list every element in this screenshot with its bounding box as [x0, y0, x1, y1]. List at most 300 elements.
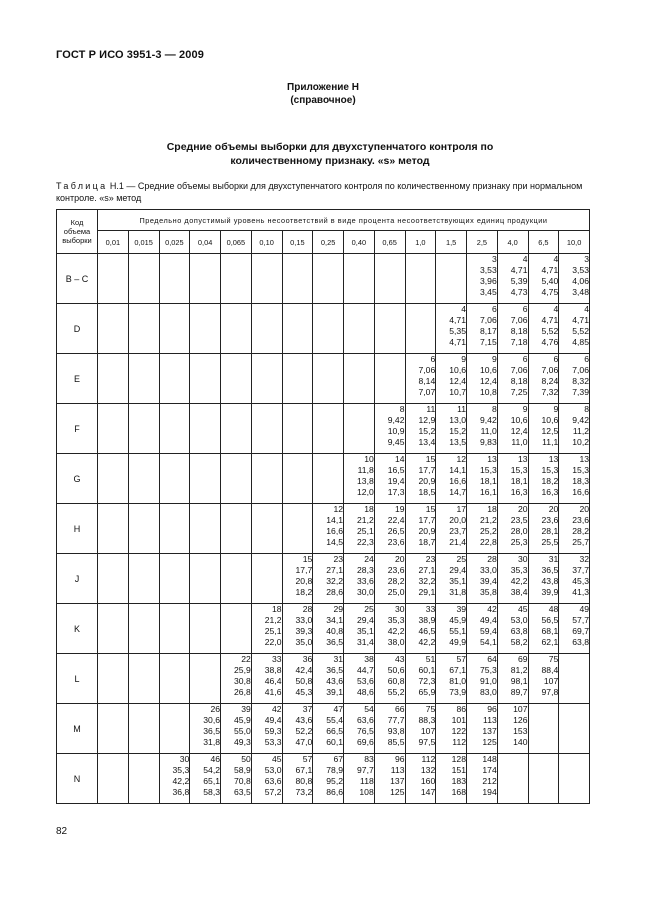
cell-value: 36: [302, 654, 313, 664]
table-cell: [497, 654, 528, 704]
cell-value: 43,8: [541, 576, 559, 586]
table-cell: [313, 254, 344, 304]
cell-value: 30,8: [234, 676, 251, 686]
cell-value: 12,4: [510, 426, 528, 436]
cell-value: 183: [451, 776, 466, 786]
table-row: [57, 554, 590, 604]
cell-value: 8: [491, 404, 497, 414]
cell-value: 212: [482, 776, 497, 786]
cell-value: 35,1: [357, 626, 374, 636]
table-cell: [436, 504, 467, 554]
cell-value: 38,9: [418, 615, 436, 625]
cell-value: 68,1: [541, 626, 559, 636]
cell-value: 4,73: [510, 287, 528, 297]
cell-value: 65,9: [418, 687, 436, 697]
cell-value: 25,9: [234, 665, 251, 675]
cell-value: 23,6: [541, 515, 559, 525]
table-cell: [98, 454, 129, 504]
table-cell: [221, 604, 252, 654]
table-cell: [128, 354, 159, 404]
cell-value: 20: [548, 504, 559, 514]
table-cell: [436, 404, 467, 454]
cell-value: 147: [420, 787, 436, 797]
cell-value: 3: [491, 254, 497, 264]
cell-value: 9,42: [480, 415, 497, 425]
table-row: [57, 654, 590, 704]
section-title-line-2: количественному признаку. «s» метод: [230, 155, 430, 167]
cell-value: 4,71: [449, 315, 466, 325]
table-cell: [128, 504, 159, 554]
cell-value: 32,2: [326, 576, 343, 586]
table-cell: [405, 254, 436, 304]
cell-value: 4: [522, 254, 528, 264]
cell-value: 8,18: [510, 326, 528, 336]
cell-value: 83,0: [480, 687, 497, 697]
cell-value: 46,5: [418, 626, 436, 636]
cell-value: 7,06: [572, 365, 589, 375]
table-cell: [436, 554, 467, 604]
cell-value: 46: [210, 754, 220, 764]
cell-value: 20,0: [449, 515, 466, 525]
appendix-title: Приложение Н: [287, 82, 359, 93]
cell-value: 28: [487, 554, 497, 564]
cell-value: 14: [394, 454, 405, 464]
cell-value: 69,7: [572, 626, 589, 636]
cell-value: 7,32: [541, 387, 559, 397]
table-cell: [159, 404, 190, 454]
cell-value: 35,3: [510, 565, 528, 575]
cell-value: 25,7: [572, 537, 589, 547]
cell-value: 86: [456, 704, 466, 714]
cell-value: 27,1: [418, 565, 436, 575]
table-cell: [313, 754, 344, 804]
cell-value: 40,8: [326, 626, 343, 636]
cell-value: 113: [390, 765, 405, 775]
cell-value: 12,4: [480, 376, 497, 386]
cell-value: 39: [241, 704, 251, 714]
table-cell: [467, 304, 498, 354]
cell-value: 59,4: [480, 626, 497, 636]
cell-value: 9,45: [387, 437, 405, 447]
cell-value: 53,0: [264, 765, 282, 775]
cell-value: 3,48: [572, 287, 589, 297]
cell-value: 11,2: [572, 426, 589, 436]
cell-value: 35,1: [449, 576, 466, 586]
table-cell: [497, 404, 528, 454]
cell-value: 20,8: [295, 576, 313, 586]
cell-value: 9: [491, 354, 497, 364]
table-cell: [374, 454, 405, 504]
cell-value: 14,1: [326, 515, 343, 525]
cell-value: 18,1: [510, 476, 528, 486]
table-cell: [282, 304, 313, 354]
table-cell: [467, 504, 498, 554]
table-cell: [344, 354, 375, 404]
cell-value: 18,3: [572, 476, 589, 486]
cell-value: 20: [579, 504, 589, 514]
cell-value: 36,5: [203, 726, 220, 736]
table-cell: [405, 404, 436, 454]
table-cell: [159, 504, 190, 554]
cell-value: 10,6: [480, 365, 497, 375]
cell-value: 4: [461, 304, 466, 314]
cell-value: 33,0: [480, 565, 497, 575]
aql-header-cell: 4,0: [497, 231, 528, 254]
table-cell: [221, 254, 252, 304]
table-cell: [405, 704, 436, 754]
cell-value: 63,6: [264, 776, 282, 786]
cell-value: 66,5: [326, 726, 343, 736]
table-cell: [405, 354, 436, 404]
cell-value: 77,7: [387, 715, 405, 725]
cell-value: 54,1: [480, 637, 497, 647]
cell-value: 60,1: [326, 737, 343, 747]
cell-value: 7,06: [480, 315, 497, 325]
table-cell: [221, 704, 252, 754]
cell-value: 33: [271, 654, 282, 664]
cell-value: 98,1: [510, 676, 528, 686]
table-cell: [159, 754, 190, 804]
cell-value: 10,6: [510, 415, 528, 425]
cell-value: 31: [548, 554, 559, 564]
cell-value: 7,15: [480, 337, 497, 347]
cell-value: 96: [394, 754, 405, 764]
table-cell: [313, 604, 344, 654]
cell-value: 107: [513, 704, 528, 714]
cell-value: 9,42: [387, 415, 405, 425]
cell-value: 23,7: [449, 526, 466, 536]
table-cell: [251, 554, 282, 604]
cell-value: 46,4: [264, 676, 282, 686]
cell-value: 48: [548, 604, 559, 614]
table-cell: [467, 354, 498, 404]
cell-value: 17,3: [387, 487, 405, 497]
cell-value: 23: [425, 554, 436, 564]
cell-value: 28,1: [541, 526, 559, 536]
cell-value: 57,7: [572, 615, 589, 625]
cell-value: 16,6: [326, 526, 343, 536]
cell-value: 113: [483, 715, 497, 725]
cell-value: 53,6: [357, 676, 374, 686]
aql-header-cell: 0,10: [251, 231, 282, 254]
cell-value: 10,8: [480, 387, 497, 397]
cell-value: 41,6: [264, 687, 282, 697]
cell-value: 30: [179, 754, 190, 764]
document-header: ГОСТ Р ИСО 3951-3 — 2009: [56, 49, 204, 61]
cell-value: 42,2: [387, 626, 405, 636]
table-cell: [282, 654, 313, 704]
cell-value: 160: [420, 776, 436, 786]
table-cell: [251, 704, 282, 754]
table-cell: [528, 554, 559, 604]
cell-value: 18: [271, 604, 282, 614]
table-cell: [159, 354, 190, 404]
table-cell: [497, 354, 528, 404]
cell-value: 58,9: [234, 765, 251, 775]
cell-value: 16,1: [480, 487, 497, 497]
cell-value: 7,07: [418, 387, 436, 397]
table-cell: [159, 554, 190, 604]
table-cell: [467, 754, 498, 804]
cell-value: 63,5: [234, 787, 251, 797]
cell-value: 29: [333, 604, 343, 614]
cell-value: 49,4: [264, 715, 282, 725]
aql-header-cell: 0,04: [190, 231, 221, 254]
table-cell: [344, 454, 375, 504]
table-cell: [221, 504, 252, 554]
table-cell: [190, 404, 221, 454]
cell-value: 4: [553, 254, 559, 264]
cell-value: 55,1: [449, 626, 466, 636]
cell-value: 35,0: [295, 637, 313, 647]
cell-value: 7,06: [418, 365, 436, 375]
cell-value: 75: [548, 654, 559, 664]
table-row: [57, 504, 590, 554]
cell-value: 43: [394, 654, 405, 664]
table-cell: [528, 654, 559, 704]
table-cell: [313, 554, 344, 604]
sample-size-table: [56, 209, 590, 804]
cell-value: 38: [364, 654, 374, 664]
cell-value: 137: [390, 776, 405, 786]
cell-value: 4,71: [541, 315, 559, 325]
appendix-subtitle: (справочное): [290, 95, 356, 106]
cell-value: 12: [333, 504, 343, 514]
cell-value: 3,45: [480, 287, 497, 297]
cell-value: 9: [522, 404, 528, 414]
cell-value: 39,9: [541, 587, 559, 597]
cell-value: 58,3: [203, 787, 220, 797]
table-cell: [344, 554, 375, 604]
cell-value: 51: [425, 654, 436, 664]
cell-value: 29,1: [418, 587, 436, 597]
table-cell: [251, 404, 282, 454]
cell-value: 5,52: [572, 326, 589, 336]
cell-value: 9,83: [480, 437, 497, 447]
cell-value: 45,3: [572, 576, 589, 586]
cell-value: 35,8: [480, 587, 497, 597]
table-cell: [251, 354, 282, 404]
cell-value: 7,06: [510, 365, 528, 375]
table-cell: [405, 654, 436, 704]
aql-header-cell: 0,15: [282, 231, 313, 254]
cell-value: 96: [487, 704, 497, 714]
cell-value: 125: [390, 787, 405, 797]
cell-value: 73,9: [449, 687, 466, 697]
cell-value: 26,5: [387, 526, 405, 536]
table-cell: [159, 704, 190, 754]
cell-value: 30: [517, 554, 528, 564]
table-cell: [190, 354, 221, 404]
cell-value: 22,0: [264, 637, 282, 647]
cell-value: 20: [517, 504, 528, 514]
cell-value: 78,9: [326, 765, 343, 775]
cell-value: 12,0: [357, 487, 374, 497]
table-cell: [405, 454, 436, 504]
cell-value: 4: [584, 304, 589, 314]
cell-value: 22,8: [480, 537, 497, 547]
table-cell: [282, 454, 313, 504]
cell-value: 14,7: [449, 487, 466, 497]
aql-header-cell: 1,0: [405, 231, 436, 254]
cell-value: 26,8: [234, 687, 251, 697]
cell-value: 23: [333, 554, 343, 564]
cell-value: 30: [394, 604, 405, 614]
cell-value: 63,8: [510, 626, 528, 636]
cell-value: 25,2: [480, 526, 497, 536]
cell-value: 108: [359, 787, 374, 797]
cell-value: 12,5: [541, 426, 559, 436]
table-cell: [251, 304, 282, 354]
cell-value: 4,71: [510, 265, 528, 275]
cell-value: 72,3: [418, 676, 436, 686]
cell-value: 11: [426, 404, 436, 414]
table-cell: [528, 254, 559, 304]
table-row: [57, 354, 590, 404]
cell-value: 15: [425, 454, 436, 464]
table-cell: [559, 604, 590, 654]
cell-value: 17,7: [295, 565, 313, 575]
table-cell: [374, 654, 405, 704]
cell-value: 11: [457, 404, 466, 414]
table-cell: [98, 704, 129, 754]
cell-value: 48,6: [357, 687, 374, 697]
cell-value: 21,2: [357, 515, 374, 525]
cell-value: 91,0: [480, 676, 497, 686]
table-cell: [467, 554, 498, 604]
cell-value: 8,32: [572, 376, 589, 386]
cell-value: 97,7: [357, 765, 374, 775]
table-cell: [497, 704, 528, 754]
table-cell: [251, 754, 282, 804]
page-number: 82: [56, 826, 68, 837]
cell-value: 65,1: [203, 776, 220, 786]
cell-value: 42,4: [295, 665, 313, 675]
table-cell: [221, 654, 252, 704]
cell-value: 19: [394, 504, 405, 514]
table-cell: [559, 704, 590, 754]
table-cell: [344, 254, 375, 304]
table-cell: [128, 704, 159, 754]
cell-value: 73,2: [295, 787, 313, 797]
table-cell: [405, 504, 436, 554]
cell-value: 10,6: [449, 365, 466, 375]
cell-value: 88,4: [541, 665, 559, 675]
cell-value: 69: [517, 654, 528, 664]
cell-value: 49: [579, 604, 589, 614]
cell-value: 56,5: [541, 615, 559, 625]
cell-value: 88,3: [418, 715, 436, 725]
cell-value: 8,18: [510, 376, 528, 386]
table-cell: [436, 754, 467, 804]
cell-value: 42: [271, 704, 282, 714]
cell-value: 29,4: [357, 615, 374, 625]
table-cell: [282, 754, 313, 804]
table-cell: [98, 654, 129, 704]
cell-value: 28,6: [326, 587, 343, 597]
cell-value: 6: [491, 304, 497, 314]
cell-value: 137: [482, 726, 497, 736]
table-cell: [405, 604, 436, 654]
cell-value: 5,52: [541, 326, 559, 336]
cell-value: 22: [241, 654, 251, 664]
appendix-heading: [0, 81, 646, 107]
aql-header-row: [57, 231, 590, 254]
table-cell: [98, 404, 129, 454]
table-cell: [282, 254, 313, 304]
cell-value: 16,6: [572, 487, 589, 497]
table-cell: [190, 654, 221, 704]
cell-value: 86,6: [326, 787, 343, 797]
cell-value: 30,0: [357, 587, 374, 597]
cell-value: 10,7: [449, 387, 466, 397]
table-cell: [497, 254, 528, 304]
table-cell: [221, 454, 252, 504]
cell-value: 140: [513, 737, 528, 747]
cell-value: 174: [482, 765, 497, 775]
cell-value: 36,5: [541, 565, 559, 575]
cell-value: 4: [553, 304, 559, 314]
cell-value: 25: [364, 604, 374, 614]
table-cell: [374, 554, 405, 604]
table-cell: [559, 504, 590, 554]
table-cell: [190, 554, 221, 604]
table-cell: [374, 704, 405, 754]
table-cell: [559, 554, 590, 604]
cell-value: 55,0: [234, 726, 251, 736]
cell-value: 50,8: [295, 676, 313, 686]
cell-value: 66: [394, 704, 405, 714]
cell-value: 45,3: [295, 687, 313, 697]
table-cell: [344, 504, 375, 554]
cell-value: 28,0: [510, 526, 528, 536]
cell-value: 13,8: [357, 476, 374, 486]
aql-header-cell: 6,5: [528, 231, 559, 254]
cell-value: 63,8: [572, 637, 589, 647]
cell-value: 7,06: [541, 365, 559, 375]
table-cell: [559, 354, 590, 404]
table-cell: [128, 654, 159, 704]
table-row: [57, 604, 590, 654]
cell-value: 44,7: [357, 665, 374, 675]
cell-value: 3,53: [480, 265, 497, 275]
cell-value: 54,2: [203, 765, 220, 775]
cell-value: 75: [425, 704, 436, 714]
cell-value: 4,76: [541, 337, 559, 347]
table-cell: [374, 604, 405, 654]
cell-value: 36,5: [326, 665, 343, 675]
cell-value: 47: [333, 704, 343, 714]
cell-value: 4,75: [541, 287, 559, 297]
cell-value: 39: [456, 604, 466, 614]
table-cell: [128, 604, 159, 654]
table-row: [57, 454, 590, 504]
table-cell: [559, 454, 590, 504]
cell-value: 10,2: [572, 437, 589, 447]
cell-value: 10,9: [387, 426, 405, 436]
cell-value: 22,4: [387, 515, 405, 525]
cell-value: 17: [456, 504, 466, 514]
cell-value: 45: [517, 604, 528, 614]
cell-value: 21,2: [264, 615, 282, 625]
cell-value: 4,71: [572, 315, 589, 325]
cell-value: 13,4: [418, 437, 436, 447]
cell-value: 49,4: [480, 615, 497, 625]
cell-value: 59,3: [264, 726, 282, 736]
cell-value: 148: [482, 754, 497, 764]
table-cell: [467, 404, 498, 454]
cell-value: 14,1: [449, 465, 466, 475]
